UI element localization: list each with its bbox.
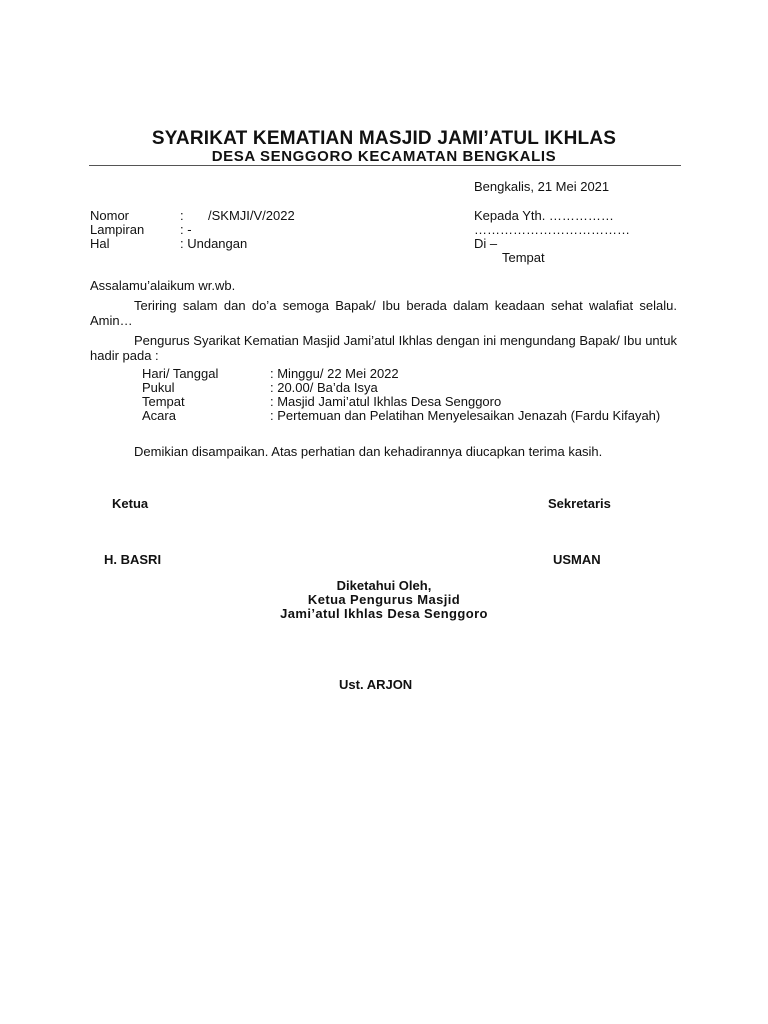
recipient-line-3: Di –: [474, 236, 498, 251]
known-by-line-2: Ketua Pengurus Masjid: [307, 592, 461, 607]
known-by-line-1: Diketahui Oleh,: [336, 578, 432, 593]
letterhead-title: SYARIKAT KEMATIAN MASJID JAMI’ATUL IKHLAS: [151, 128, 617, 149]
signature-right-name: USMAN: [553, 552, 601, 567]
detail-value-place: : Masjid Jami’atul Ikhlas Desa Senggoro: [270, 394, 502, 409]
hal-value: : Undangan: [180, 236, 248, 251]
detail-label-event: Acara: [142, 408, 176, 423]
known-by-name: Ust. ARJON: [339, 677, 413, 692]
detail-value-event: : Pertemuan dan Pelatihan Menyelesaikan Jenazah (Fardu Kifayah): [270, 408, 661, 423]
nomor-label: Nomor: [90, 208, 130, 223]
greeting: Assalamu’alaikum wr.wb.: [90, 278, 236, 293]
recipient-line-4: Tempat: [502, 250, 545, 265]
detail-label-date: Hari/ Tanggal: [142, 366, 219, 381]
paragraph-2: Pengurus Syarikat Kematian Masjid Jami’atul Ikhlas dengan ini mengundang Bapak/ Ibu untuk hadir pada :: [90, 333, 677, 363]
recipient-line-2: ………………………………: [474, 222, 630, 237]
hal-label: Hal: [90, 236, 110, 251]
place-date: Bengkalis, 21 Mei 2021: [474, 179, 610, 194]
letterhead-subtitle: DESA SENGGORO KECAMATAN BENGKALIS: [211, 148, 557, 165]
known-by-line-3: Jami’atul Ikhlas Desa Senggoro: [280, 606, 488, 621]
paragraph-1: Teriring salam dan do’a semoga Bapak/ Ibu berada dalam keadaan sehat walafiat selalu. Amin…: [90, 298, 677, 328]
detail-value-time: : 20.00/ Ba’da Isya: [270, 380, 378, 395]
signature-left-name: H. BASRI: [104, 552, 162, 567]
nomor-value: /SKMJI/V/2022: [208, 208, 295, 223]
recipient-line-1: Kepada Yth. ……………: [474, 208, 614, 223]
signature-right-role: Sekretaris: [548, 496, 611, 511]
detail-label-time: Pukul: [142, 380, 175, 395]
detail-label-place: Tempat: [142, 394, 185, 409]
lampiran-value: : -: [180, 222, 192, 237]
letterhead-divider: [89, 165, 681, 166]
lampiran-label: Lampiran: [90, 222, 145, 237]
closing-paragraph: Demikian disampaikan. Atas perhatian dan kehadirannya diucapkan terima kasih.: [134, 444, 603, 459]
nomor-colon: :: [180, 208, 184, 223]
detail-value-date: : Minggu/ 22 Mei 2022: [270, 366, 399, 381]
signature-left-role: Ketua: [112, 496, 149, 511]
